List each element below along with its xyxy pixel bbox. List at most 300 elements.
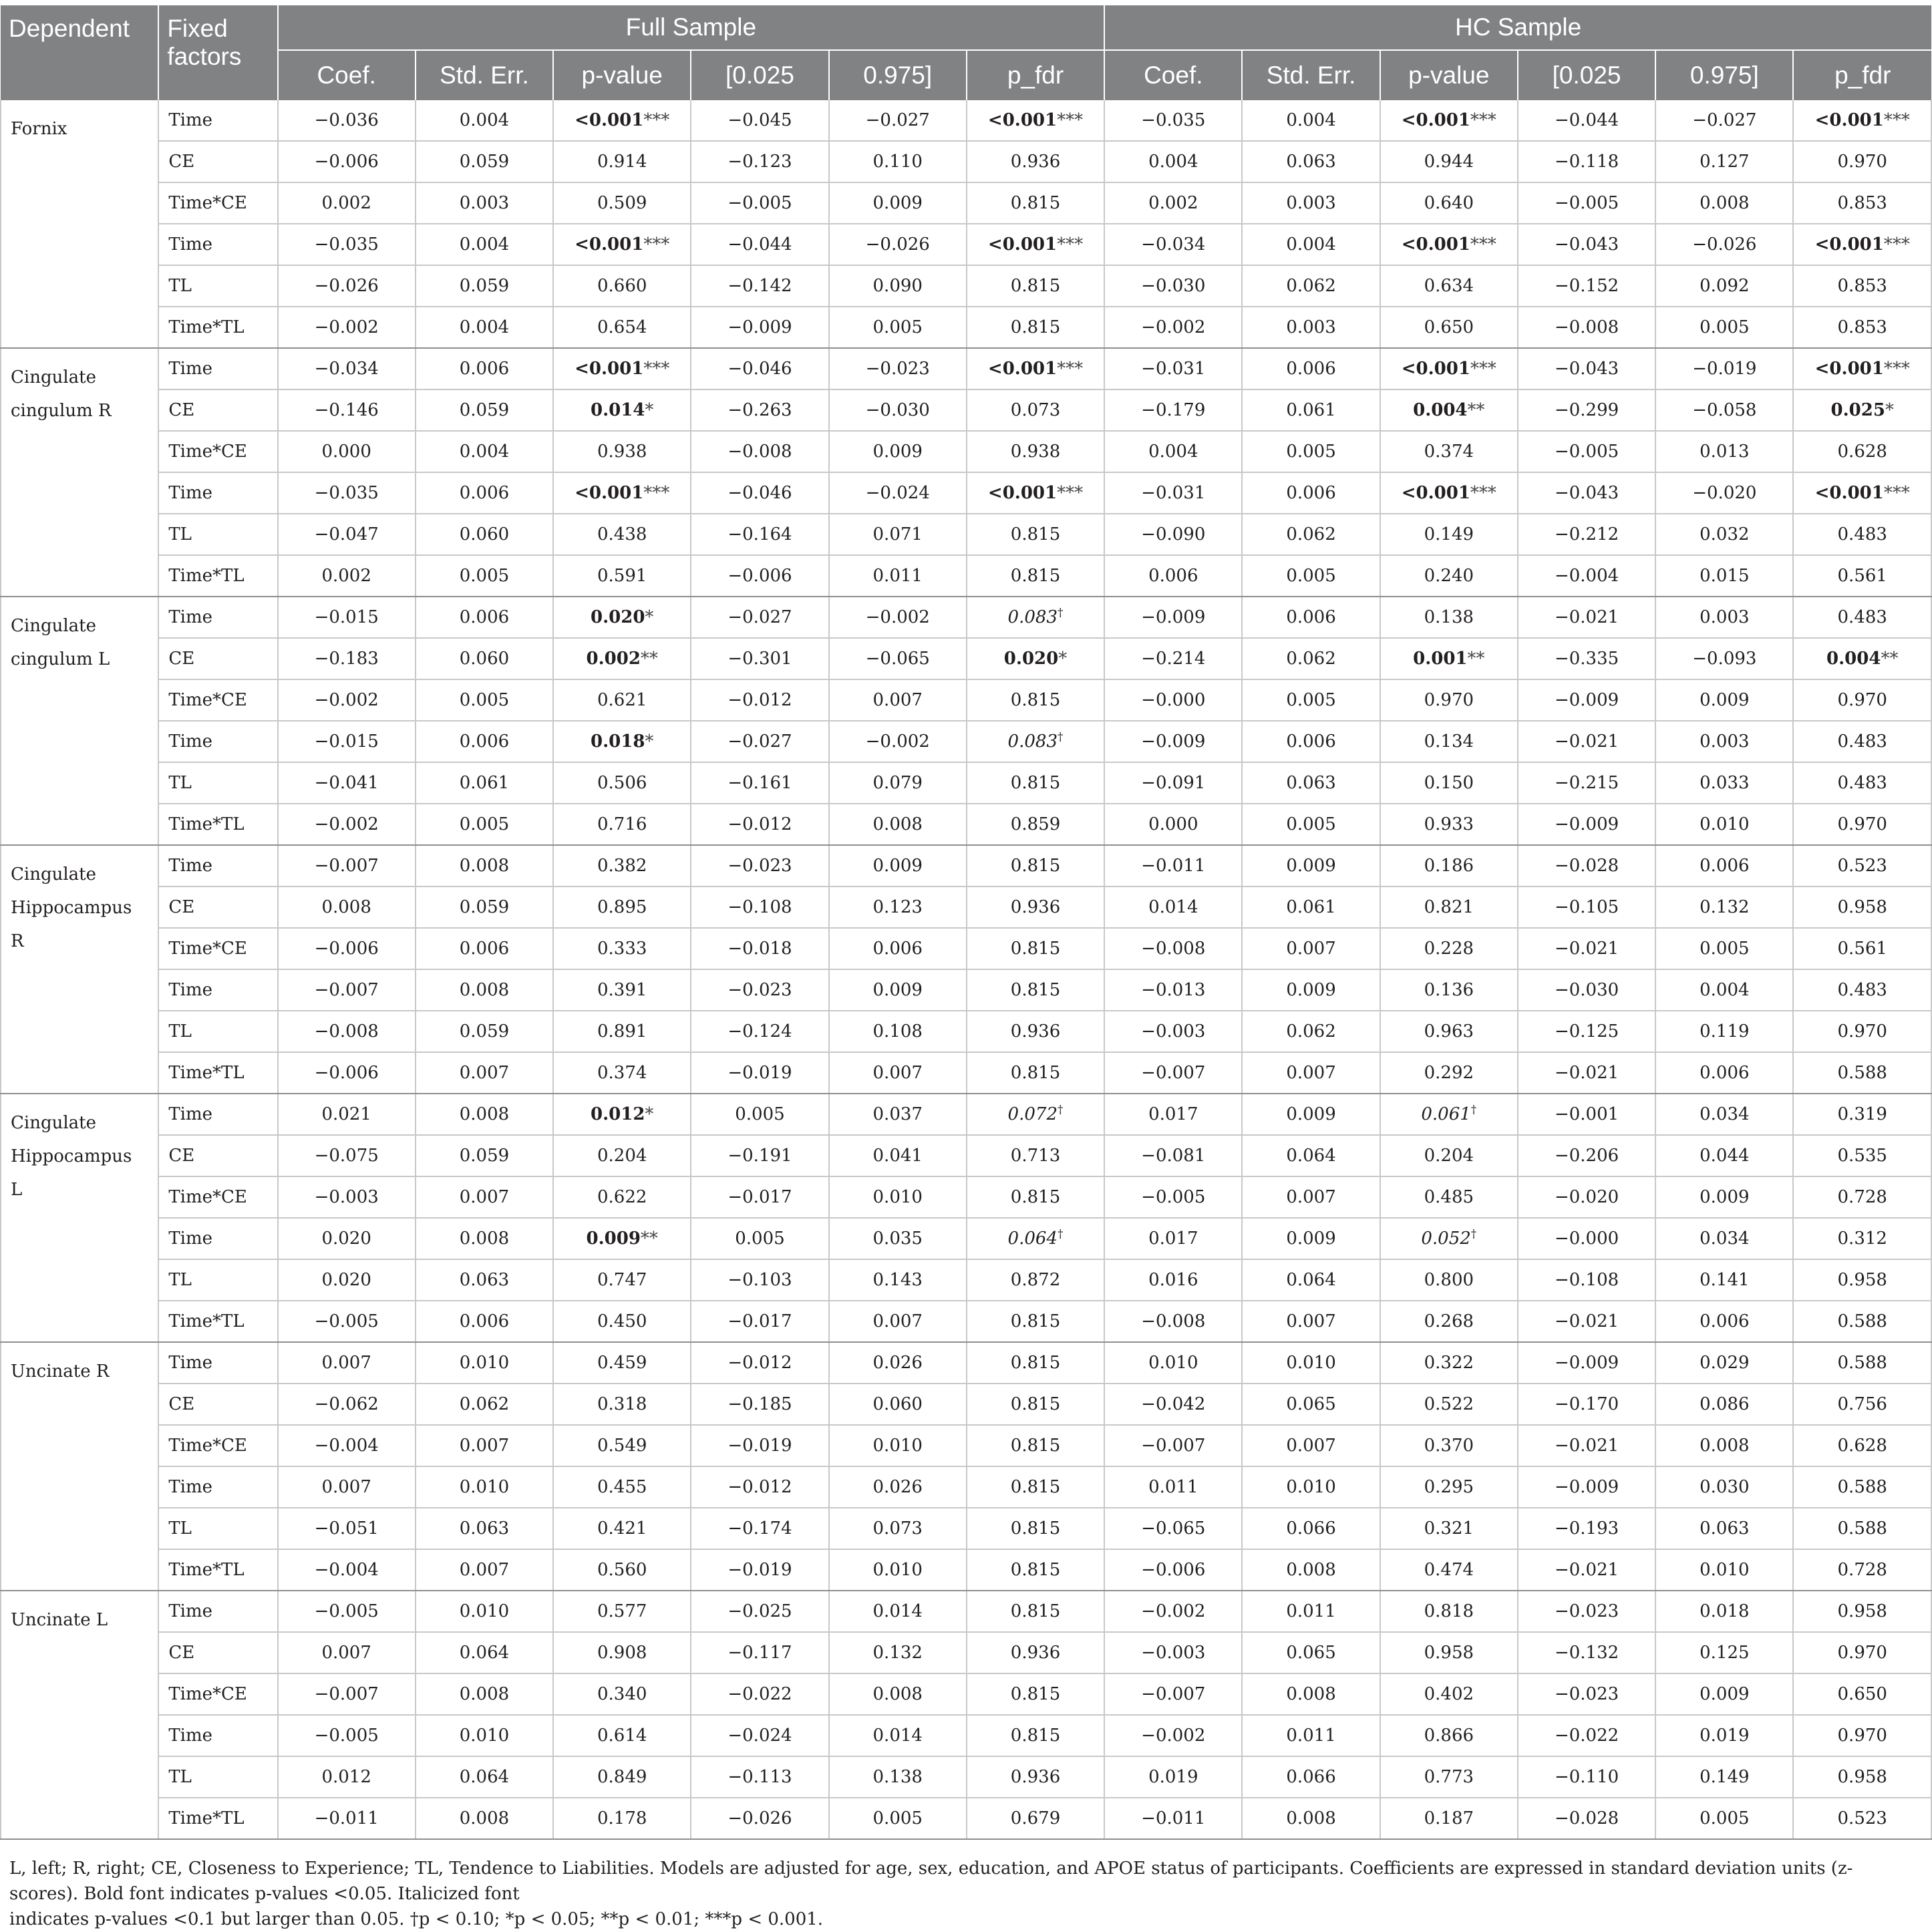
dependent-cell: Cingulate Hippocampus L xyxy=(1,1094,158,1342)
value-cell: 0.004 xyxy=(416,224,553,265)
value-cell: 0.958 xyxy=(1793,887,1931,928)
table-row xyxy=(1,1011,1931,1052)
value-cell: 0.011 xyxy=(829,555,967,597)
value-cell: 0.003 xyxy=(416,182,553,224)
header-hc-sample: HC Sample xyxy=(1104,5,1931,50)
value-cell: 0.064 xyxy=(1242,1259,1380,1301)
value-cell: −0.004 xyxy=(1518,555,1655,597)
value-cell: 0.005 xyxy=(1242,555,1380,597)
value-cell: 0.958 xyxy=(1793,1591,1931,1632)
value-cell: 0.008 xyxy=(416,845,553,887)
fixed-factor-cell: Time*CE xyxy=(158,1673,277,1715)
value-cell: −0.043 xyxy=(1518,472,1655,514)
value-cell: 0.149 xyxy=(1380,514,1518,555)
value-cell: −0.002 xyxy=(1104,307,1242,348)
value-cell: 0.009 xyxy=(829,431,967,472)
value-cell: 0.017 xyxy=(1104,1218,1242,1259)
value-cell: 0.204 xyxy=(1380,1135,1518,1176)
value-cell: −0.005 xyxy=(1518,431,1655,472)
header-subcolumns xyxy=(1,50,1931,100)
value-cell: 0.268 xyxy=(1380,1301,1518,1342)
value-cell: 0.523 xyxy=(1793,1798,1931,1839)
value-cell: −0.002 xyxy=(1104,1591,1242,1632)
value-cell: 0.035 xyxy=(829,1218,967,1259)
value-cell: 0.092 xyxy=(1655,265,1793,307)
value-cell: 0.008 xyxy=(416,1673,553,1715)
value-cell: 0.007 xyxy=(829,1052,967,1094)
header-full-col-0: Coef. xyxy=(278,50,416,100)
table-row xyxy=(1,348,1931,389)
value-cell: 0.005 xyxy=(1655,307,1793,348)
value-cell: 0.240 xyxy=(1380,555,1518,597)
value-cell: −0.007 xyxy=(278,1673,416,1715)
value-cell: −0.206 xyxy=(1518,1135,1655,1176)
value-cell: 0.815 xyxy=(967,1052,1104,1094)
value-cell: −0.024 xyxy=(691,1715,828,1756)
value-cell: 0.186 xyxy=(1380,845,1518,887)
value-cell: 0.295 xyxy=(1380,1466,1518,1508)
fixed-factor-cell: CE xyxy=(158,887,277,928)
table-row xyxy=(1,182,1931,224)
table-row xyxy=(1,265,1931,307)
table-row xyxy=(1,1094,1931,1135)
value-cell: 0.000 xyxy=(278,431,416,472)
value-cell: −0.021 xyxy=(1518,928,1655,969)
value-cell: 0.002** xyxy=(553,638,691,679)
table-row xyxy=(1,1342,1931,1384)
table-row xyxy=(1,1466,1931,1508)
value-cell: 0.065 xyxy=(1242,1632,1380,1673)
fixed-factor-cell: Time xyxy=(158,845,277,887)
table-row xyxy=(1,1798,1931,1839)
value-cell: −0.123 xyxy=(691,141,828,182)
value-cell: 0.010 xyxy=(1655,1549,1793,1591)
value-cell: 0.936 xyxy=(967,1011,1104,1052)
value-cell: 0.005 xyxy=(1655,1798,1793,1839)
value-cell: −0.065 xyxy=(829,638,967,679)
value-cell: 0.402 xyxy=(1380,1673,1518,1715)
value-cell: 0.560 xyxy=(553,1549,691,1591)
value-cell: 0.136 xyxy=(1380,969,1518,1011)
fixed-factor-cell: Time xyxy=(158,1591,277,1632)
value-cell: 0.010 xyxy=(829,1549,967,1591)
table-row xyxy=(1,1508,1931,1549)
value-cell: 0.650 xyxy=(1793,1673,1931,1715)
value-cell: −0.212 xyxy=(1518,514,1655,555)
fixed-factor-cell: Time xyxy=(158,1094,277,1135)
value-cell: 0.006 xyxy=(1655,1301,1793,1342)
value-cell: 0.150 xyxy=(1380,762,1518,804)
table-row xyxy=(1,1549,1931,1591)
value-cell: 0.019 xyxy=(1104,1756,1242,1798)
value-cell: −0.335 xyxy=(1518,638,1655,679)
header-hc-col-5: p_fdr xyxy=(1793,50,1931,100)
value-cell: 0.340 xyxy=(553,1673,691,1715)
value-cell: −0.019 xyxy=(691,1425,828,1466)
value-cell: 0.066 xyxy=(1242,1756,1380,1798)
fixed-factor-cell: Time xyxy=(158,1466,277,1508)
table-row xyxy=(1,389,1931,431)
value-cell: 0.914 xyxy=(553,141,691,182)
value-cell: 0.322 xyxy=(1380,1342,1518,1384)
value-cell: 0.588 xyxy=(1793,1342,1931,1384)
value-cell: 0.228 xyxy=(1380,928,1518,969)
value-cell: −0.005 xyxy=(1104,1176,1242,1218)
value-cell: 0.010 xyxy=(416,1715,553,1756)
value-cell: 0.010 xyxy=(416,1466,553,1508)
value-cell: 0.110 xyxy=(829,141,967,182)
value-cell: <0.001*** xyxy=(967,348,1104,389)
value-cell: 0.455 xyxy=(553,1466,691,1508)
value-cell: −0.103 xyxy=(691,1259,828,1301)
table-row xyxy=(1,1715,1931,1756)
value-cell: 0.679 xyxy=(967,1798,1104,1839)
value-cell: 0.621 xyxy=(553,679,691,721)
fixed-factor-cell: Time xyxy=(158,721,277,762)
value-cell: 0.123 xyxy=(829,887,967,928)
value-cell: 0.756 xyxy=(1793,1384,1931,1425)
value-cell: 0.079 xyxy=(829,762,967,804)
fixed-factor-cell: Time*CE xyxy=(158,1425,277,1466)
value-cell: 0.012* xyxy=(553,1094,691,1135)
header-full-col-4: 0.975] xyxy=(829,50,967,100)
value-cell: −0.028 xyxy=(1518,1798,1655,1839)
value-cell: 0.064 xyxy=(1242,1135,1380,1176)
value-cell: 0.009** xyxy=(553,1218,691,1259)
value-cell: 0.034 xyxy=(1655,1218,1793,1259)
value-cell: 0.006 xyxy=(416,721,553,762)
value-cell: 0.072† xyxy=(967,1094,1104,1135)
value-cell: −0.023 xyxy=(829,348,967,389)
value-cell: −0.030 xyxy=(1518,969,1655,1011)
dependent-cell: Cingulate cingulum L xyxy=(1,597,158,845)
value-cell: −0.007 xyxy=(278,969,416,1011)
header-hc-col-4: 0.975] xyxy=(1655,50,1793,100)
value-cell: −0.185 xyxy=(691,1384,828,1425)
value-cell: 0.713 xyxy=(967,1135,1104,1176)
value-cell: 0.005 xyxy=(1242,804,1380,845)
header-hc-col-0: Coef. xyxy=(1104,50,1242,100)
value-cell: 0.007 xyxy=(1242,1301,1380,1342)
table-row xyxy=(1,1425,1931,1466)
value-cell: 0.628 xyxy=(1793,1425,1931,1466)
value-cell: −0.011 xyxy=(1104,1798,1242,1839)
fixed-factor-cell: TL xyxy=(158,514,277,555)
value-cell: −0.008 xyxy=(278,1011,416,1052)
value-cell: 0.073 xyxy=(829,1508,967,1549)
value-cell: 0.059 xyxy=(416,887,553,928)
value-cell: 0.029 xyxy=(1655,1342,1793,1384)
value-cell: 0.003 xyxy=(1242,307,1380,348)
value-cell: 0.062 xyxy=(1242,1011,1380,1052)
value-cell: −0.021 xyxy=(1518,1052,1655,1094)
value-cell: −0.009 xyxy=(1104,721,1242,762)
value-cell: 0.588 xyxy=(1793,1301,1931,1342)
fixed-factor-cell: TL xyxy=(158,1756,277,1798)
value-cell: −0.174 xyxy=(691,1508,828,1549)
value-cell: 0.012 xyxy=(278,1756,416,1798)
value-cell: 0.009 xyxy=(1242,969,1380,1011)
value-cell: 0.006 xyxy=(1104,555,1242,597)
value-cell: 0.716 xyxy=(553,804,691,845)
value-cell: −0.026 xyxy=(278,265,416,307)
value-cell: −0.004 xyxy=(278,1425,416,1466)
header-full-col-1: Std. Err. xyxy=(416,50,553,100)
value-cell: 0.007 xyxy=(278,1342,416,1384)
value-cell: −0.020 xyxy=(1655,472,1793,514)
table-row xyxy=(1,597,1931,638)
value-cell: 0.506 xyxy=(553,762,691,804)
value-cell: 0.006 xyxy=(416,348,553,389)
value-cell: 0.007 xyxy=(416,1052,553,1094)
value-cell: 0.549 xyxy=(553,1425,691,1466)
value-cell: 0.134 xyxy=(1380,721,1518,762)
value-cell: −0.023 xyxy=(691,969,828,1011)
value-cell: 0.006 xyxy=(416,597,553,638)
value-cell: −0.075 xyxy=(278,1135,416,1176)
value-cell: 0.065 xyxy=(1242,1384,1380,1425)
value-cell: 0.002 xyxy=(278,182,416,224)
value-cell: 0.866 xyxy=(1380,1715,1518,1756)
value-cell: −0.035 xyxy=(1104,100,1242,141)
value-cell: 0.970 xyxy=(1793,1011,1931,1052)
fixed-factor-cell: Time*CE xyxy=(158,431,277,472)
value-cell: 0.936 xyxy=(967,1632,1104,1673)
value-cell: −0.183 xyxy=(278,638,416,679)
value-cell: 0.382 xyxy=(553,845,691,887)
table-row xyxy=(1,1135,1931,1176)
value-cell: 0.062 xyxy=(1242,514,1380,555)
value-cell: −0.002 xyxy=(278,679,416,721)
value-cell: −0.009 xyxy=(1518,804,1655,845)
value-cell: −0.035 xyxy=(278,224,416,265)
value-cell: 0.938 xyxy=(967,431,1104,472)
value-cell: <0.001*** xyxy=(1380,348,1518,389)
value-cell: 0.064 xyxy=(416,1632,553,1673)
value-cell: −0.093 xyxy=(1655,638,1793,679)
value-cell: 0.004 xyxy=(1104,431,1242,472)
value-cell: 0.061† xyxy=(1380,1094,1518,1135)
value-cell: 0.016 xyxy=(1104,1259,1242,1301)
value-cell: 0.588 xyxy=(1793,1052,1931,1094)
value-cell: −0.000 xyxy=(1104,679,1242,721)
value-cell: −0.023 xyxy=(691,845,828,887)
value-cell: 0.008 xyxy=(1242,1798,1380,1839)
fixed-factor-cell: Time xyxy=(158,348,277,389)
value-cell: 0.000 xyxy=(1104,804,1242,845)
value-cell: 0.187 xyxy=(1380,1798,1518,1839)
value-cell: −0.035 xyxy=(278,472,416,514)
value-cell: 0.815 xyxy=(967,1176,1104,1218)
value-cell: −0.161 xyxy=(691,762,828,804)
value-cell: 0.970 xyxy=(1793,1632,1931,1673)
value-cell: 0.815 xyxy=(967,762,1104,804)
value-cell: 0.009 xyxy=(829,969,967,1011)
value-cell: 0.014* xyxy=(553,389,691,431)
value-cell: 0.037 xyxy=(829,1094,967,1135)
value-cell: 0.001** xyxy=(1380,638,1518,679)
value-cell: 0.060 xyxy=(829,1384,967,1425)
value-cell: −0.005 xyxy=(278,1591,416,1632)
table-header xyxy=(1,5,1931,100)
value-cell: 0.010 xyxy=(829,1425,967,1466)
dependent-cell: Cingulate Hippocampus R xyxy=(1,845,158,1094)
value-cell: 0.728 xyxy=(1793,1176,1931,1218)
value-cell: −0.022 xyxy=(1518,1715,1655,1756)
dependent-cell: Uncinate R xyxy=(1,1342,158,1591)
value-cell: −0.027 xyxy=(1655,100,1793,141)
value-cell: 0.064† xyxy=(967,1218,1104,1259)
value-cell: 0.970 xyxy=(1380,679,1518,721)
fixed-factor-cell: Time*CE xyxy=(158,928,277,969)
value-cell: 0.073 xyxy=(967,389,1104,431)
value-cell: 0.008 xyxy=(829,1673,967,1715)
value-cell: 0.009 xyxy=(1655,679,1793,721)
value-cell: −0.170 xyxy=(1518,1384,1655,1425)
value-cell: 0.009 xyxy=(1242,1218,1380,1259)
header-full-col-5: p_fdr xyxy=(967,50,1104,100)
value-cell: 0.815 xyxy=(967,1425,1104,1466)
value-cell: −0.108 xyxy=(691,887,828,928)
value-cell: 0.006 xyxy=(1242,721,1380,762)
header-full-col-2: p-value xyxy=(553,50,691,100)
value-cell: −0.006 xyxy=(278,928,416,969)
value-cell: 0.640 xyxy=(1380,182,1518,224)
table-row xyxy=(1,969,1931,1011)
value-cell: −0.008 xyxy=(691,431,828,472)
value-cell: −0.006 xyxy=(1104,1549,1242,1591)
fixed-factor-cell: CE xyxy=(158,638,277,679)
value-cell: <0.001*** xyxy=(553,472,691,514)
value-cell: 0.728 xyxy=(1793,1549,1931,1591)
value-cell: 0.015 xyxy=(1655,555,1793,597)
value-cell: 0.007 xyxy=(1242,1176,1380,1218)
value-cell: 0.002 xyxy=(278,555,416,597)
value-cell: −0.021 xyxy=(1518,1301,1655,1342)
results-table xyxy=(0,5,1932,1840)
value-cell: 0.849 xyxy=(553,1756,691,1798)
value-cell: 0.014 xyxy=(829,1591,967,1632)
value-cell: −0.027 xyxy=(691,721,828,762)
value-cell: 0.004 xyxy=(416,307,553,348)
table-row xyxy=(1,1052,1931,1094)
value-cell: 0.970 xyxy=(1793,804,1931,845)
value-cell: 0.009 xyxy=(1242,1094,1380,1135)
value-cell: 0.010 xyxy=(416,1342,553,1384)
value-cell: −0.146 xyxy=(278,389,416,431)
fixed-factor-cell: CE xyxy=(158,1632,277,1673)
fixed-factor-cell: Time*TL xyxy=(158,804,277,845)
value-cell: 0.149 xyxy=(1655,1756,1793,1798)
value-cell: 0.523 xyxy=(1793,845,1931,887)
value-cell: 0.374 xyxy=(553,1052,691,1094)
value-cell: 0.908 xyxy=(553,1632,691,1673)
value-cell: −0.179 xyxy=(1104,389,1242,431)
value-cell: 0.936 xyxy=(967,141,1104,182)
value-cell: 0.008 xyxy=(829,804,967,845)
value-cell: 0.006 xyxy=(1242,348,1380,389)
fixed-factor-cell: TL xyxy=(158,265,277,307)
value-cell: 0.063 xyxy=(1242,762,1380,804)
value-cell: −0.047 xyxy=(278,514,416,555)
value-cell: <0.001*** xyxy=(553,348,691,389)
value-cell: −0.263 xyxy=(691,389,828,431)
value-cell: −0.031 xyxy=(1104,472,1242,514)
value-cell: 0.032 xyxy=(1655,514,1793,555)
value-cell: −0.118 xyxy=(1518,141,1655,182)
value-cell: 0.747 xyxy=(553,1259,691,1301)
value-cell: 0.438 xyxy=(553,514,691,555)
value-cell: 0.083† xyxy=(967,597,1104,638)
value-cell: 0.963 xyxy=(1380,1011,1518,1052)
value-cell: 0.577 xyxy=(553,1591,691,1632)
value-cell: 0.815 xyxy=(967,679,1104,721)
value-cell: 0.062 xyxy=(1242,638,1380,679)
value-cell: 0.034 xyxy=(1655,1094,1793,1135)
value-cell: −0.046 xyxy=(691,348,828,389)
value-cell: 0.370 xyxy=(1380,1425,1518,1466)
fixed-factor-cell: Time xyxy=(158,100,277,141)
dependent-cell: Cingulate cingulum R xyxy=(1,348,158,597)
value-cell: −0.002 xyxy=(829,721,967,762)
value-cell: 0.522 xyxy=(1380,1384,1518,1425)
value-cell: −0.019 xyxy=(691,1549,828,1591)
value-cell: 0.066 xyxy=(1242,1508,1380,1549)
value-cell: −0.026 xyxy=(691,1798,828,1839)
value-cell: 0.333 xyxy=(553,928,691,969)
fixed-factor-cell: Time*TL xyxy=(158,1052,277,1094)
value-cell: 0.815 xyxy=(967,1508,1104,1549)
value-cell: 0.815 xyxy=(967,514,1104,555)
value-cell: 0.815 xyxy=(967,1384,1104,1425)
fixed-factor-cell: TL xyxy=(158,1508,277,1549)
value-cell: 0.004 xyxy=(1104,141,1242,182)
value-cell: 0.815 xyxy=(967,1715,1104,1756)
value-cell: −0.007 xyxy=(278,845,416,887)
value-cell: 0.010 xyxy=(1655,804,1793,845)
value-cell: <0.001*** xyxy=(1793,100,1931,141)
value-cell: −0.036 xyxy=(278,100,416,141)
value-cell: 0.009 xyxy=(1655,1176,1793,1218)
value-cell: −0.008 xyxy=(1104,928,1242,969)
value-cell: −0.003 xyxy=(1104,1632,1242,1673)
value-cell: −0.023 xyxy=(1518,1673,1655,1715)
value-cell: 0.011 xyxy=(1242,1591,1380,1632)
value-cell: 0.008 xyxy=(1655,1425,1793,1466)
value-cell: 0.007 xyxy=(829,1301,967,1342)
value-cell: 0.421 xyxy=(553,1508,691,1549)
fixed-factor-cell: Time*TL xyxy=(158,307,277,348)
value-cell: <0.001*** xyxy=(1793,472,1931,514)
value-cell: −0.009 xyxy=(691,307,828,348)
value-cell: 0.059 xyxy=(416,1011,553,1052)
value-cell: −0.062 xyxy=(278,1384,416,1425)
value-cell: 0.561 xyxy=(1793,555,1931,597)
table-row xyxy=(1,1756,1931,1798)
value-cell: −0.065 xyxy=(1104,1508,1242,1549)
value-cell: 0.815 xyxy=(967,969,1104,1011)
value-cell: −0.012 xyxy=(691,1342,828,1384)
table-row xyxy=(1,887,1931,928)
value-cell: 0.008 xyxy=(278,887,416,928)
value-cell: 0.321 xyxy=(1380,1508,1518,1549)
value-cell: 0.003 xyxy=(1242,182,1380,224)
value-cell: −0.027 xyxy=(691,597,828,638)
table-footnote xyxy=(9,1856,1920,1932)
value-cell: 0.815 xyxy=(967,928,1104,969)
value-cell: −0.002 xyxy=(278,307,416,348)
value-cell: 0.026 xyxy=(829,1342,967,1384)
